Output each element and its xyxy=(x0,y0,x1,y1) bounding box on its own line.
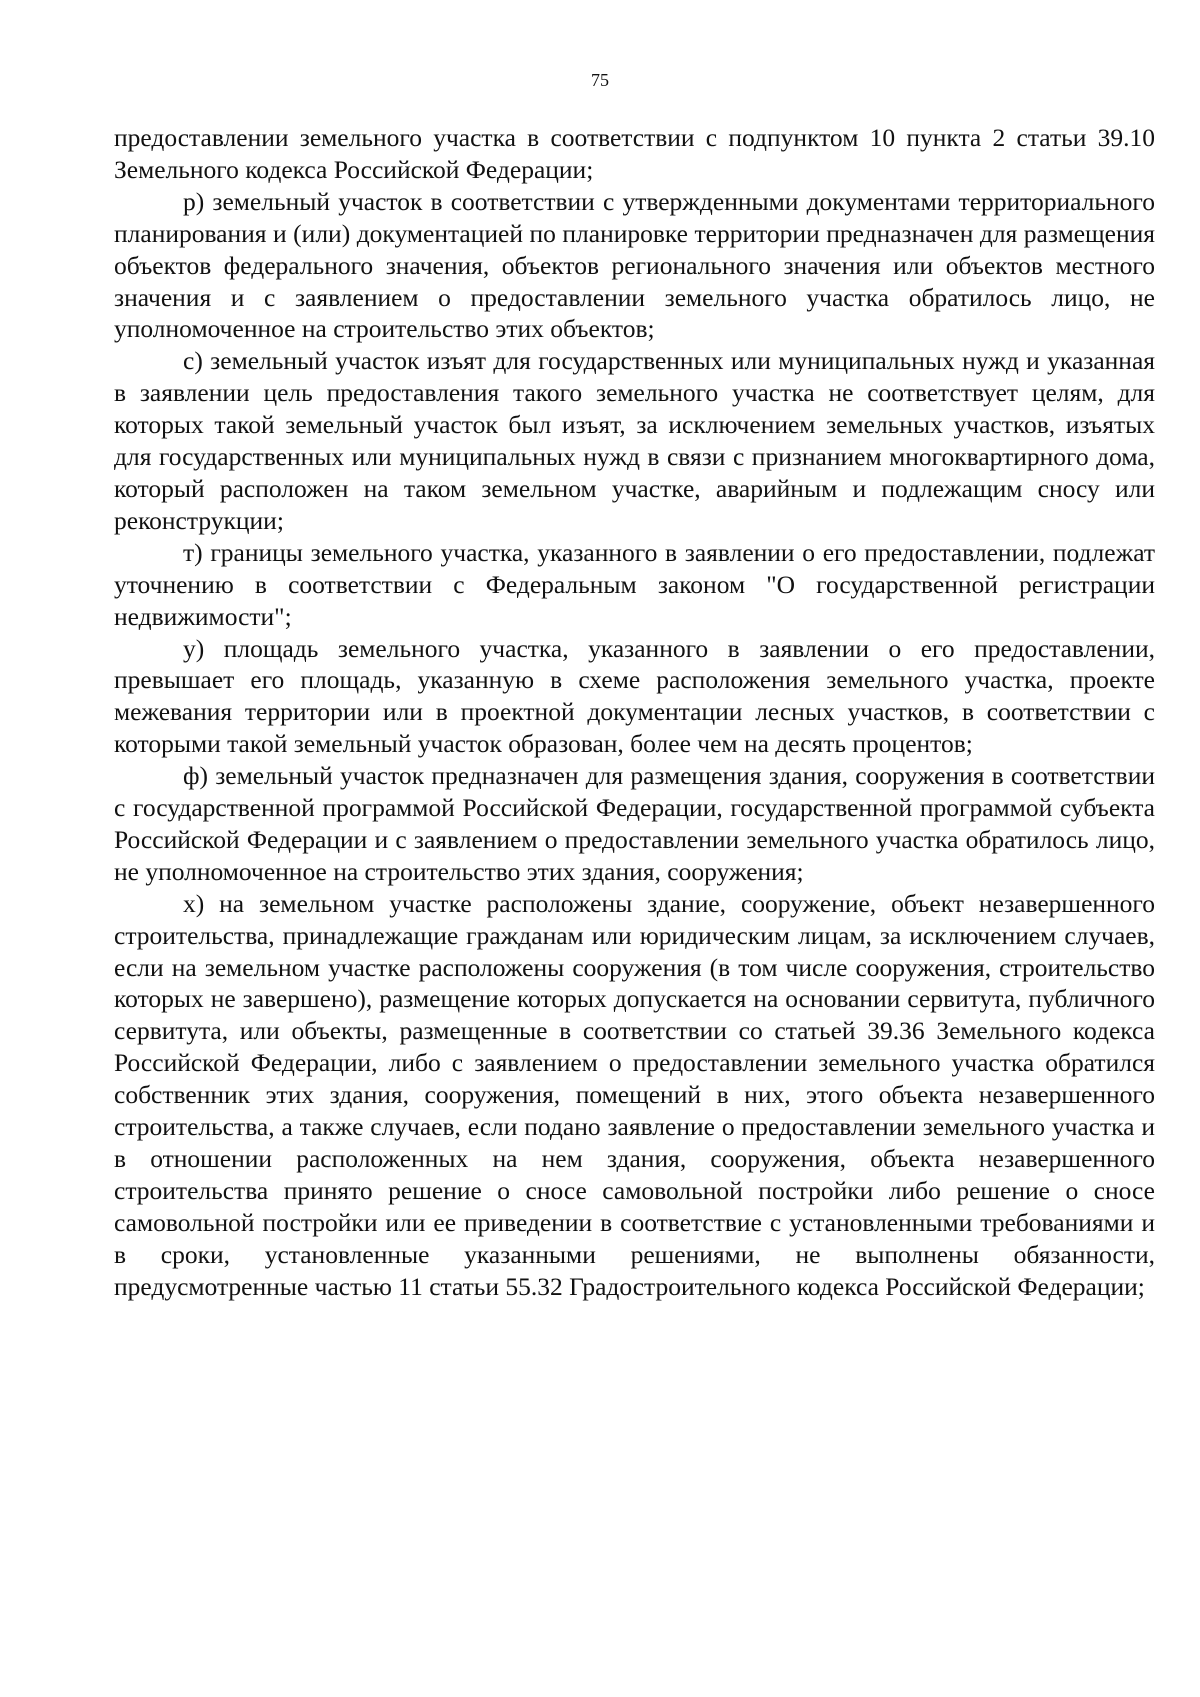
page-number: 75 xyxy=(591,70,609,90)
paragraph-item-s: с) земельный участок изъят для государственных или муниципальных нужд и указанная в заявлении цель предоставления такого земельного участка не соответствует целям, для которых такой земельный участок был изъят, за исключением земельных участков, изъятых для государственных или муниципальных нужд в связи с признанием многоквартирного дома, который расположен на таком земельном участке, аварийным и подлежащим сносу или реконструкции; xyxy=(114,346,1155,535)
paragraph-item-f: ф) земельный участок предназначен для размещения здания, сооружения в соответствии с государственной программой Российской Федерации, государственной программой субъекта Российской Федерации и с заявлением о предоставлении земельного участка обратилось лицо, не уполномоченное на строительство этих здания, сооружения; xyxy=(114,761,1155,886)
document-body xyxy=(114,122,1155,1303)
paragraph-item-t: т) границы земельного участка, указанного в заявлении о его предоставлении, подлежат уточнению в соответствии с Федеральным законом "О государственной регистрации недвижимости"; xyxy=(114,537,1155,631)
paragraph-item-r: р) земельный участок в соответствии с утвержденными документами территориального планирования и (или) документацией по планировке территории предназначен для размещения объектов федерального значения, объектов регионального значения или объектов местного значения и с заявлением о предоставлении земельного участка обратилось лицо, не уполномоченное на строительство этих объектов; xyxy=(114,186,1155,344)
paragraph-item-u: у) площадь земельного участка, указанного в заявлении о его предоставлении, превышает его площадь, указанную в схеме расположения земельного участка, проекте межевания территории или в проектной документации лесных участков, в соответствии с которыми такой земельный участок образован, более чем на десять процентов; xyxy=(114,633,1155,759)
paragraph-item-kh: х) на земельном участке расположены здание, сооружение, объект незавершенного строительства, принадлежащие гражданам или юридическим лицам, за исключением случаев, если на земельном участке расположены сооружения (в том числе сооружения, строительство которых не завершено), размещение которых допускается на основании сервитута, публичного сервитута, или объекты, размещенные в соответствии со статьей 39.36 Земельного кодекса Российской Федерации, либо с заявлением о предоставлении земельного участка обратился собственник этих здания, сооружения, помещений в них, этого объекта незавершенного строительства, а также случаев, если подано заявление о предоставлении земельного участка и в отношении расположенных на нем здания, сооружения, объекта незавершенного строительства принято решение о сносе самовольной постройки либо решение о сносе самовольной постройки или ее приведении в соответствие с установленными требованиями и в сроки, установленные указанными решениями, не выполнены обязанности, предусмотренные частью 11 статьи 55.32 Градостроительного кодекса Российской Федерации; xyxy=(114,888,1155,1301)
paragraph-continuation: предоставлении земельного участка в соответствии с подпунктом 10 пункта 2 статьи 39.10 Земельного кодекса Российской Федерации; xyxy=(114,123,1155,184)
